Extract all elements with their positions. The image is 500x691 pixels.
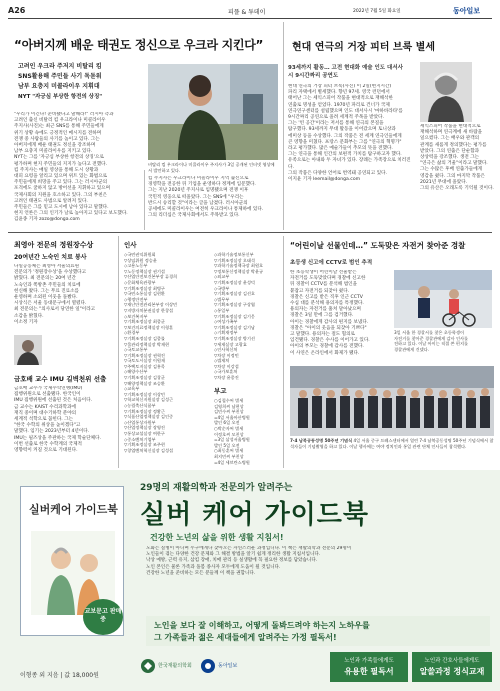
- book-cover-badge: 교보문고 판매중: [83, 599, 123, 635]
- group-photo: [290, 366, 494, 436]
- sponsor-2-name: 동아일보: [218, 663, 238, 669]
- page-header: [8, 6, 492, 18]
- page-number: A26: [8, 6, 26, 15]
- lead-body-left: "우리가 이긴다! 준비됐다고 말해라!" 러시아 측과 고려인 출신 비탈리 킴 우크라이나 미콜라이우 주지사(사진)는 최근 SNS를 통해 주민들에게 위기 상황 속에도 긍정적인 메시지를 전하며 전쟁 중 사람들의 사기를 높이고 있다. 그는 아버지에게 배운 태권도 정신을 강조하며 남부 요충지 미콜라이우를 지키고 있다. NYT는 그를 '자긍심 부상한 항전의 상징'으로 평가하며 현지 주민들의 지지가 높다고 전했다. 킴 주지사는 매일 영상을 통해 도시 상황과 대피 요령을 알리고 있으며 위트 있는 화법으로 주민들에게 희망을 주고 있다. 그는 러시아군의 포격에도 굴하지 않고 방어선을 지휘하고 있으며 국제사회의 지원을 호소하고 있다. 그의 부친은 고려인 태권도 사범으로 알려져 있다. 주민들은 그를 믿고 도시에 남아 있다고 말했다. 현지 언론은 그의 인기가 날로 높아지고 있다고 보도했다. 김윤종 기자 zozo@donga.com: [14, 112, 128, 223]
- ad-slogan-box: [146, 616, 490, 646]
- obituary-box-title: 부고: [214, 387, 227, 395]
- group-photo-caption-title: 7·4 남북공동성명 50주년 기념식: [290, 438, 353, 443]
- ad-button-1-bottom: 유용한 필독서: [344, 667, 394, 676]
- story-body-left: 한 초등학생이 어린이날 선물받은 자전거를 도둑맞았다며 경찰에 신고한 뒤 경찰이 CCTV를 분석해 범인을 붙잡고 자전거를 되찾아 줬다. 경찰은 신고를 받은 직후 인근 CCTV 수십 대를 분석해 용의자를 특정했다. 용의자는 자전거를 훔쳐 달아났으며 경찰은 3일 만에 그를 검거했다. 아이는 경찰에게 감사의 편지를 보냈다. 경찰은 "아이의 웃음을 되찾아 기쁘다" 고 말했다. 용의자는 절도 혐의로 입건됐다. 경찰은 수사를 이어가고 있다. 아이의 부모는 경찰에 감사를 전했다. 이 사연은 온라인에서 화제가 됐다.: [290, 270, 370, 356]
- lead-photo: [148, 64, 278, 160]
- obit-title: 최영아 전문의 정원장수상: [14, 241, 94, 249]
- ad-slogan-1: 노인을 보다 잘 이해하고, 어떻게 돌봐드려야 하는지 노하우를: [154, 621, 370, 630]
- ad-button-1-top: 노인과 가족들에게도: [344, 658, 394, 664]
- section-name: 피플 & 투데이: [228, 9, 266, 16]
- ad-button-2[interactable]: [412, 652, 492, 682]
- ad-title: 실버 케어 가이드북: [140, 500, 370, 530]
- lead-intro-line: SNS활용해 주민들 사기 독돋워: [18, 73, 102, 80]
- ad-subtitle: 건강한 노년의 삶을 위한 생활 지침서!: [150, 533, 284, 542]
- ad-button-1[interactable]: [330, 652, 408, 682]
- ad-button-2-top: 노인과 간호사들에게도: [424, 658, 480, 664]
- book-advertisement: [0, 470, 500, 691]
- book-cover: [20, 486, 124, 636]
- ad-top-line: 29명의 재활의학과 전문의가 알려주는: [140, 483, 293, 493]
- art-body: 현대 연극의 거장 피터 브룩(사진) 이 2일(현지시간) 파리 자택에서 별세했다. 향년 97세. 영국 런던에서 태어난 그는 셰익스피어 작품을 현대적으로 재해석한 연출로 명성을 얻었다. 1970년 파리로 건너가 국제 연극연구센터를 설립했으며 인도 대서사시 '마하바라타'를 9시간짜리 공연으로 올려 세계적 주목을 받았다. 그는 '빈 공간'이라는 저서를 통해 연극의 본질을 탐구했다. 93세까지 무대 활동을 이어갔으며 토니상과 에미상 등을 수상했다. 그의 작품은 전 세계 연극인들에게 큰 영향을 미쳤다. 프랑스 문화부는 그를 "연극의 혁명가" 라고 평가했다. 많은 예술가들이 추모의 뜻을 전했다. 그는 연극을 통해 인간의 보편적 가치를 탐구하고자 했다. 유족으로는 아내와 두 자녀가 있다. 장례는 가족장으로 치러진다. 그의 작품은 다양한 언어로 번역돼 공연되고 있다. 이지윤 기자 leemail@donga.com: [288, 84, 411, 183]
- lead-photo-caption: 비탈리 킴 우크라이나 미콜라이우 주지사가 3일 공개된 인터넷 영상에서 발언하고 있다.: [148, 162, 275, 173]
- obituary-box-body: ○김철수씨 별세 김영희씨 남편상 김민수씨 부친상 =4일 서울아산병원 발인 6일 오전 ○박순자씨 별세 이정호씨 모친상 =3일 삼성서울병원 발인 5일 오전 ○최동훈씨 별세 최지민씨 부친상 =4일 세브란스병원: [214, 398, 250, 465]
- sponsor-logos: [140, 654, 250, 682]
- ad-button-2-bottom: 알쓸과정 정식교재: [419, 667, 485, 676]
- brand-name: 동아일보: [453, 7, 481, 15]
- story-headline: “어린이날 선물인데…” 도둑맞은 자전거 찾아준 경찰: [290, 241, 466, 250]
- story-photo: [394, 270, 492, 328]
- art-body-right: 셰익스피어 작품을 현대적으로 재해석하며 연극계에 새 바람을 일으켰다. 그는 배우와 관객의 관계를 새롭게 정의했다는 평가를 받았다. 그의 연출은 단순함과 상상력을 강조했다. 생전 그는 "연극은 삶의 거울"이라고 말했다. 그는 수많은 후배 연출가들에게 영감을 줬다. 그의 마지막 작품은 2021년 무대에 올랐다. 그의 유산은 오래도록 기억될 것이다.: [420, 124, 494, 192]
- art-photo: [420, 62, 472, 122]
- ad-description: 노화는 질병이 아니며 누구에게나 찾아오는 자연스러운 과정입니다. 이 책은 재활의학과 전문의 29명이 노인들이 겪는 다양한 건강 문제와 그 해결 방법을 알기 쉽게 정리한 생활 지침서입니다. 낙상 예방, 근력 유지, 삼킴 장애, 치매 관리 등 실생활에 꼭 필요한 정보를 담았습니다. 노인 본인은 물론 가족과 돌봄 종사자 모두에게 도움이 될 것입니다. 건강한 노년을 준비하는 모든 분들께 이 책을 권합니다.: [146, 546, 352, 576]
- group-photo-caption-body: 4일 서울 중구 프레스센터에서 열린 7·4 남북공동성명 50주년 기념식에서 참석자들이 기념촬영을 하고 있다. 이날 행사에는 여야 정치인과 통일 관련 단체 인사들이 참석했다.: [290, 438, 494, 449]
- lead-intro: [18, 62, 138, 102]
- issue-date: 2022년 7월 5일 화요일: [353, 9, 401, 14]
- lead-headline: “아버지께 배운 태권도 정신으로 우크라 지킨다”: [14, 38, 264, 52]
- lead-body-right: 킴 주지사는 우크라이나 미콜라이우 지역 출신으로 경영학을 전공한 뒤 기업을 운영하다 정계에 입문했다. 그는 지난 2020년 주지사로 임명됐으며 전쟁 이후 국민적 영웅으로 떠올랐다. 그는 SNS에 "우리는 반드시 승리할 것"이라는 글을 남겼다. 러시아군의 공세에도 미콜라이우는 여전히 우크라이나 통제하에 있다. 그의 리더십은 국제사회에서도 주목받고 있다.: [148, 176, 264, 219]
- lead-intro-line: NYT "자긍심 부상한 항전의 상징": [18, 94, 103, 100]
- award-title: 금호배 교수 IMU 길벽천위 선출: [14, 375, 107, 383]
- kard-logo-icon: [140, 658, 156, 674]
- lead-intro-line: 남부 요충지 미콜라이우 지휘대: [18, 83, 100, 90]
- donga-logo-icon: [200, 658, 216, 674]
- appointments-body-1: ◇국민권익위원회 ▽상임위원 정승윤 ◇고용노동부 ▽노동정책실장 권기섭 ▽산업안전보건본부장 류경희 ◇문화체육관광부 ▽기획조정실장 최병구 ▽국민소통실장 김현환 ◇행정안전부 ▽재난안전관리본부장 이상민 ▽지방자치분권실장 한창섭 ◇보건복지부 ▽기획조정실장 최종균 ▽보건의료정책실장 이형훈 ◇환경부 ▽기획조정실장 김종률 ▽물관리정책실장 박재현 ◇국토교통부 ▽기획조정실장 권혁진 ▽국토도시실장 이원재 ▽주택토지실장 김홍목 ◇해양수산부 ▽기획조정실장 김창균 ▽해양정책실장 조승환 ◇교육부 ▽기획조정실장 이상민 ▽학교혁신지원실장 김성근 ◇농림축산식품부 ▽기획조정실장 정황근 ▽식품산업정책실장 김인중 ◇산업통상자원부 ▽산업정책실장 장영진 ▽통상교섭실장 여한구 ◇중소벤처기업부 ▽기획조정실장 조주현 ▽창업벤처혁신실장 김성섭: [124, 252, 178, 453]
- lead-intro-line: 고려인 우크라 주저지 비탈리 킴: [18, 63, 102, 70]
- book-cover-title: 실버케어 가이드북: [29, 503, 118, 516]
- appointments-body-2: ◇과학기술정보통신부 ▽기획조정실장 오태석 ▽과학기술정책국장 최원호 ▽정보통신정책실장 박윤규 ◇외교부 ▽기획조정실장 윤성덕 ◇국방부 ▽기획조정실장 김선호 ◇법무부 ▽기획조정실장 구상엽 ◇통일부 ▽기획조정실장 김기웅 ◇여성가족부 ▽기획조정실장 김기남 ◇기획재정부 ▽기획조정실장 방기선 ▽세제실장 고광효 ◇인사혁신처 ▽차장 이정민 ◇법제처 ▽차장 이강섭 ◇국가보훈처 ▽차장 윤종진: [214, 252, 264, 381]
- appointments-title: 인사: [124, 241, 137, 249]
- award-body: 금호배 교수가 국제수학연맹(IMU) 집행위원으로 선출됐다. 한국인이 IMU 집행위원에 선출된 것은 처음이다. 금 교수는 KAIST 수리과학과에 재직 중이며 대수기하학 분야의 세계적 석학으로 꼽힌다. 그는 "한국 수학의 위상을 높이겠다"고 말했다. 임기는 2023년부터 4년이다. IMU는 필즈상을 주관하는 국제 학술단체다. 이번 선출로 한국 수학계의 국제적 영향력이 커질 것으로 기대된다.: [14, 386, 101, 454]
- obit-body: 다일공동체는 최영아 서울의료원 전문의가 '정원장수상'을 수상했다고 밝혔다. 최 전문의는 20여 년간 노숙인과 쪽방촌 주민들의 치료에 헌신해 왔다. 그는 무료 진료소를 운영하며 소외된 이웃을 돌봤다. 시상식은 서울 동대문구에서 열렸다. 최 전문의는 "의사로서 당연한 일"이라고 소감을 밝혔다. 이소정 기자: [14, 264, 96, 325]
- ad-slogan-2: 그 가족들과 젊은 세대들에게 알려주는 가정 필독서!: [154, 633, 337, 642]
- book-publisher-info: 이형종 외 지음 | 값 18,000원: [20, 672, 99, 679]
- story-kicker: 초등생 신고에 CCTV로 범인 추적: [290, 260, 373, 266]
- story-body-right: 3일 서울 한 경찰서를 찾은 초등학생이 자전거를 찾아준 경찰관에게 감사 인사를 전하고 있다. 이날 아이는 직접 쓴 편지를 경찰관에게 건넸다.: [394, 330, 469, 352]
- obit-subtitle: 20여년간 노숙인 치료 봉사: [14, 254, 87, 261]
- obit-photo: [14, 335, 42, 365]
- art-headline: 현대 연극의 거장 피터 브룩 별세: [292, 42, 435, 53]
- group-photo-caption: [290, 438, 494, 466]
- sponsor-1-name: 한국재활의학회: [158, 663, 192, 669]
- art-kicker: 93세까지 활동… 고전 현대화 예술 인도 대서사시 9시간짜리 공연도: [288, 65, 403, 79]
